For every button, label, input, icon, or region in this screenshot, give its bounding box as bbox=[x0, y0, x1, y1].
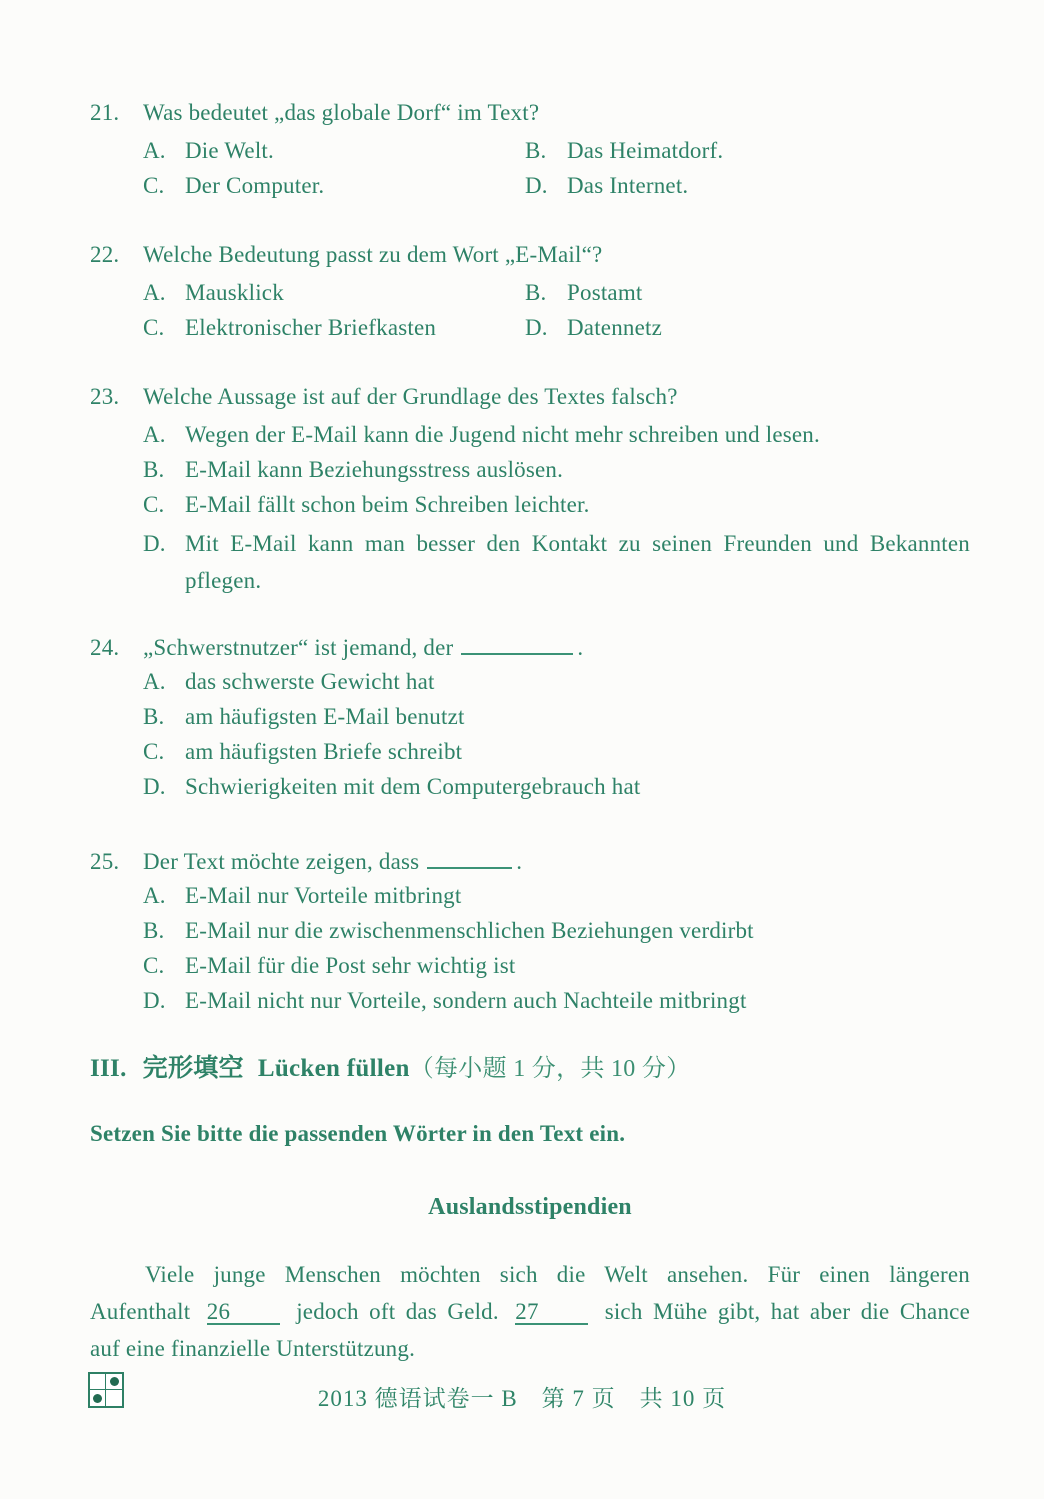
passage-line-2-before: Aufenthalt bbox=[90, 1299, 191, 1324]
blank-line bbox=[461, 629, 573, 655]
passage-body bbox=[90, 1256, 970, 1367]
option-text: Die Welt. bbox=[185, 138, 274, 163]
passage-title: Auslandsstipendien bbox=[428, 1194, 632, 1220]
option-text: am häufigsten E-Mail benutzt bbox=[185, 704, 465, 729]
option-text: am häufigsten Briefe schreibt bbox=[185, 739, 463, 764]
option-b bbox=[143, 916, 970, 951]
option-d bbox=[143, 525, 970, 599]
option-text: Datennetz bbox=[567, 315, 663, 340]
option-d bbox=[525, 171, 970, 206]
question-text: Welche Bedeutung passt zu dem Wort „E-Mail“? bbox=[143, 242, 603, 267]
option-label: D. bbox=[525, 315, 548, 340]
option-d bbox=[143, 772, 970, 807]
option-label: D. bbox=[143, 774, 166, 799]
option-text: E-Mail nur Vorteile mitbringt bbox=[185, 883, 462, 908]
option-d bbox=[143, 986, 970, 1021]
section-instruction: Setzen Sie bitte die passenden Wörter in den Text ein. bbox=[90, 1121, 626, 1146]
option-a bbox=[143, 667, 970, 702]
options-grid bbox=[90, 278, 970, 348]
question-25 bbox=[90, 843, 970, 1021]
option-text: Wegen der E-Mail kann die Jugend nicht mehr schreiben und lesen. bbox=[185, 422, 820, 447]
option-label: B. bbox=[525, 280, 547, 305]
option-label: C. bbox=[143, 739, 165, 764]
option-text: Schwierigkeiten mit dem Computergebrauch hat bbox=[185, 774, 641, 799]
question-text-after-blank: . bbox=[516, 849, 523, 874]
option-label: A. bbox=[143, 280, 166, 305]
question-text-before-blank: „Schwerstnutzer“ ist jemand, der bbox=[143, 635, 454, 660]
question-number: 22. bbox=[90, 242, 120, 267]
option-b bbox=[143, 702, 970, 737]
options-list bbox=[90, 667, 970, 807]
option-label: A. bbox=[143, 669, 166, 694]
option-a bbox=[143, 278, 525, 313]
option-text: Postamt bbox=[567, 280, 643, 305]
question-text bbox=[143, 843, 970, 877]
option-label: B. bbox=[143, 918, 165, 943]
option-label: C. bbox=[143, 953, 165, 978]
passage-line-2-after: sich Mühe gibt, hat aber die Chance bbox=[604, 1299, 970, 1324]
option-b bbox=[143, 455, 970, 490]
option-text: Mit E-Mail kann man besser den Kontakt zu seinen Freunden und Bekannten pflegen. bbox=[185, 531, 970, 593]
option-label: C. bbox=[143, 173, 165, 198]
section-numeral: III. bbox=[90, 1055, 127, 1082]
options-grid bbox=[90, 136, 970, 206]
question-22 bbox=[90, 240, 970, 348]
options-list bbox=[90, 420, 970, 599]
option-label: D. bbox=[525, 173, 548, 198]
option-c bbox=[143, 171, 525, 206]
option-label: A. bbox=[143, 422, 166, 447]
option-label: A. bbox=[143, 138, 166, 163]
question-number: 24. bbox=[90, 635, 120, 660]
question-text-after-blank: . bbox=[577, 635, 584, 660]
option-text: E-Mail für die Post sehr wichtig ist bbox=[185, 953, 516, 978]
option-label: C. bbox=[143, 492, 165, 517]
option-text: E-Mail fällt schon beim Schreiben leichter. bbox=[185, 492, 590, 517]
page-footer: 2013 德语试卷一 B 第 7 页 共 10 页 bbox=[317, 1386, 727, 1411]
question-21 bbox=[90, 98, 970, 206]
question-23 bbox=[90, 382, 970, 599]
option-a bbox=[143, 136, 525, 171]
section-title-chinese: 完形填空 bbox=[142, 1055, 244, 1082]
question-number: 23. bbox=[90, 384, 120, 409]
option-c bbox=[143, 951, 970, 986]
option-label: B. bbox=[143, 704, 165, 729]
option-text: Das Internet. bbox=[567, 173, 689, 198]
option-label: B. bbox=[143, 457, 165, 482]
option-c bbox=[143, 490, 970, 525]
option-c bbox=[143, 313, 525, 348]
option-a bbox=[143, 420, 970, 455]
option-text: Elektronischer Briefkasten bbox=[185, 315, 437, 340]
passage-line-1: Viele junge Menschen möchten sich die Welt ansehen. Für einen längeren bbox=[145, 1262, 970, 1287]
passage-line-3: auf eine finanzielle Unterstützung. bbox=[90, 1336, 416, 1361]
option-c bbox=[143, 737, 970, 772]
passage-line-2-middle: jedoch oft das Geld. bbox=[296, 1299, 499, 1324]
question-24 bbox=[90, 629, 970, 807]
question-number: 21. bbox=[90, 100, 120, 125]
question-text: Was bedeutet „das globale Dorf“ im Text? bbox=[143, 100, 540, 125]
gap-26-blank: 26 bbox=[207, 1299, 280, 1325]
option-label: B. bbox=[525, 138, 547, 163]
option-label: C. bbox=[143, 315, 165, 340]
section-heading bbox=[90, 1048, 970, 1084]
option-label: D. bbox=[143, 988, 166, 1013]
question-text: Welche Aussage ist auf der Grundlage des Textes falsch? bbox=[143, 384, 678, 409]
option-a bbox=[143, 881, 970, 916]
question-text bbox=[143, 629, 970, 663]
option-label: A. bbox=[143, 883, 166, 908]
option-b bbox=[525, 278, 970, 313]
question-number: 25. bbox=[90, 849, 120, 874]
blank-line bbox=[427, 843, 512, 869]
option-text: E-Mail nur die zwischenmenschlichen Beziehungen verdirbt bbox=[185, 918, 754, 943]
options-list bbox=[90, 881, 970, 1021]
question-text-before-blank: Der Text möchte zeigen, dass bbox=[143, 849, 420, 874]
section-score-note: （每小题 1 分，共 10 分） bbox=[409, 1056, 691, 1082]
option-d bbox=[525, 313, 970, 348]
section-title-german: Lücken füllen bbox=[257, 1055, 410, 1082]
passage-line-2 bbox=[90, 1293, 970, 1330]
gap-27-blank: 27 bbox=[515, 1299, 588, 1325]
option-text: Der Computer. bbox=[185, 173, 325, 198]
option-text: Das Heimatdorf. bbox=[567, 138, 724, 163]
option-b bbox=[525, 136, 970, 171]
option-text: E-Mail kann Beziehungsstress auslösen. bbox=[185, 457, 564, 482]
option-label: D. bbox=[143, 531, 166, 556]
option-text: Mausklick bbox=[185, 280, 284, 305]
option-text: das schwerste Gewicht hat bbox=[185, 669, 435, 694]
option-text: E-Mail nicht nur Vorteile, sondern auch Nachteile mitbringt bbox=[185, 988, 747, 1013]
